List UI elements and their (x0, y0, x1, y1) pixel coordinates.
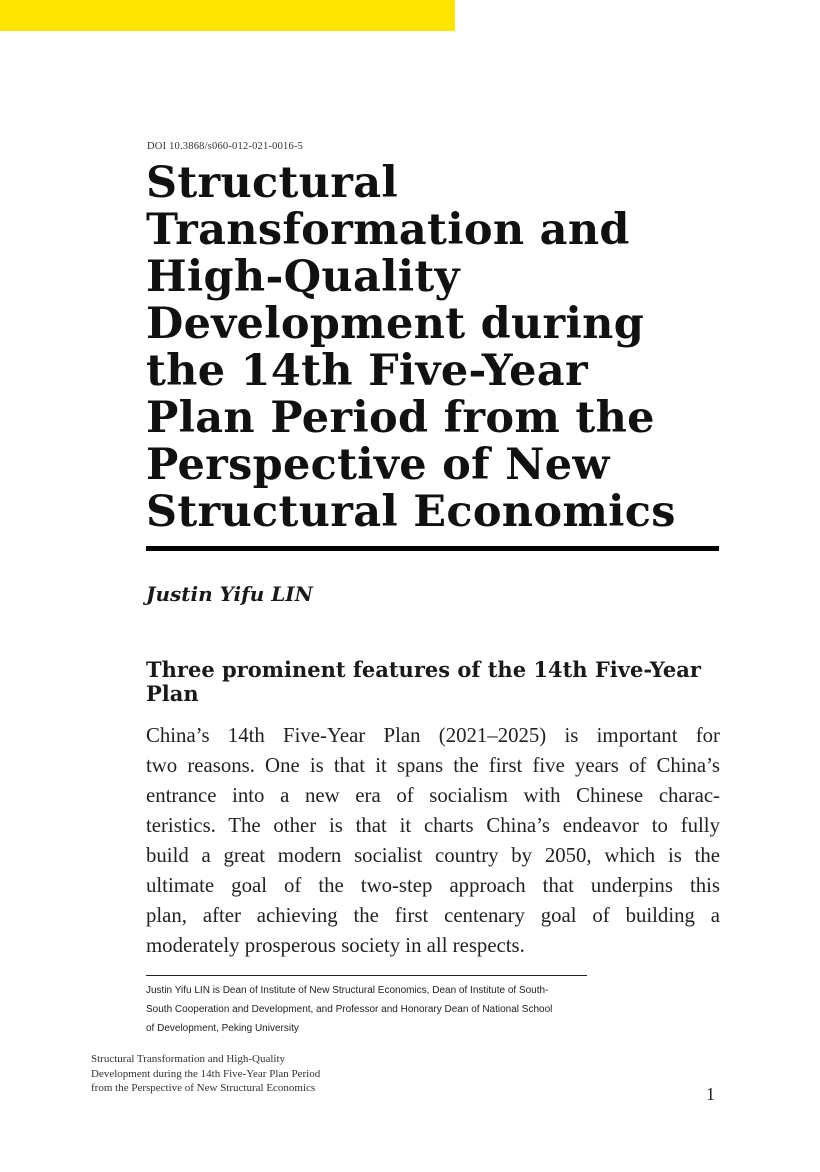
footnote-line: of Development, Peking University (146, 1023, 299, 1034)
title-line: Transformation and (146, 205, 630, 255)
body-line: two reasons. One is that it spans the first five years of China’s (146, 754, 720, 777)
title-line: Structural (146, 158, 398, 208)
body-line: moderately prosperous society in all respects. (146, 934, 525, 957)
article-title (146, 160, 746, 536)
yellow-accent-bar (0, 0, 455, 31)
section-heading (146, 658, 720, 706)
footnote-line: South Cooperation and Development, and Professor and Honorary Dean of National School (146, 1004, 553, 1015)
title-divider (146, 546, 719, 551)
author-name: Justin Yifu LIN (146, 582, 313, 606)
section-heading-line: Plan (146, 681, 199, 706)
author-footnote (146, 981, 591, 1038)
footnote-divider (146, 975, 587, 976)
title-line: Development during (146, 299, 645, 349)
title-line: Plan Period from the (146, 393, 655, 443)
body-line: build a great modern socialist country by 2050, which is the (146, 844, 720, 867)
section-heading-line: Three prominent features of the 14th Five-Year (146, 657, 701, 682)
body-line: plan, after achieving the first centenary goal of building a (146, 904, 720, 927)
title-line: the 14th Five-Year (146, 346, 588, 396)
title-line: High-Quality (146, 252, 460, 302)
body-paragraph (146, 721, 720, 961)
body-line: ultimate goal of the two-step approach that underpins this (146, 874, 720, 897)
footnote-line: Justin Yifu LIN is Dean of Institute of New Structural Economics, Dean of Institute of South- (146, 985, 549, 996)
title-line: Structural Economics (146, 487, 676, 537)
running-footer (91, 1052, 421, 1096)
running-footer-line: Structural Transformation and High-Quality (91, 1053, 286, 1065)
running-footer-line: from the Perspective of New Structural Economics (91, 1082, 316, 1094)
page-number: 1 (706, 1084, 715, 1104)
doi-label: DOI 10.3868/s060-012-021-0016-5 (147, 141, 304, 152)
body-line: teristics. The other is that it charts China’s endeavor to fully (146, 814, 720, 837)
body-line: China’s 14th Five-Year Plan (2021–2025) is important for (146, 724, 720, 747)
running-footer-line: Development during the 14th Five-Year Plan Period (91, 1067, 321, 1080)
body-line: entrance into a new era of socialism with Chinese charac- (146, 784, 720, 807)
title-line: Perspective of New (146, 440, 610, 490)
